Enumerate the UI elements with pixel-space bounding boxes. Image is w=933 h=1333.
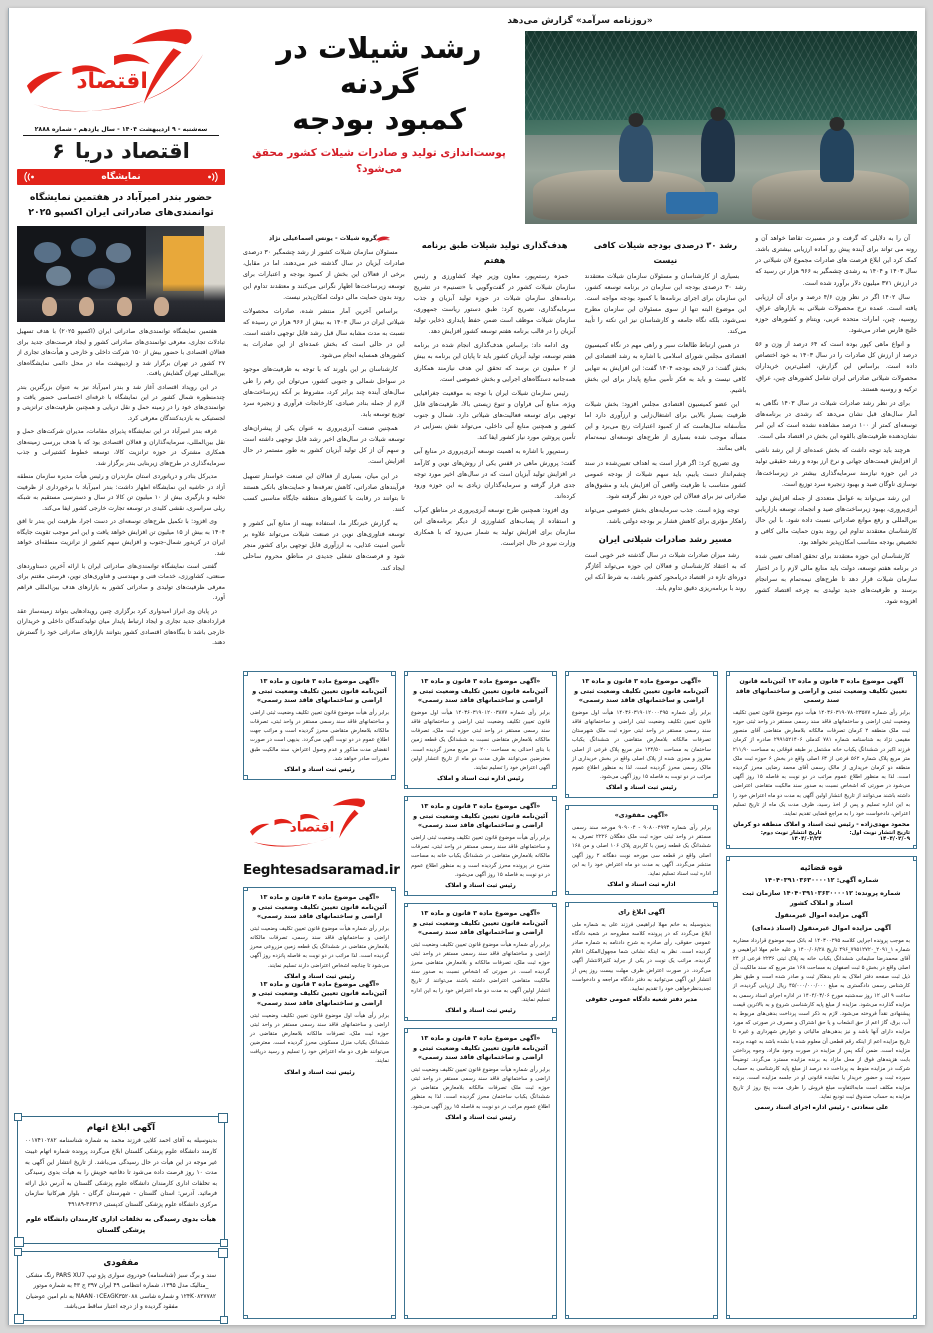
notice-body: بدینوسیله به آقای احمد کلایی فرزند محمد به شماره شناسنامه ۰۰۱۷۴۱۰۲۸۲ کارمند دانشگاه علوم پزشکی گلستان ابلاغ می‌گردد پرونده شماره اتهام غیبت غیر موجه در این هیأت در حال رسیدگی می‌باشد. از تاریخ انتشار این آگهی به مدت ۱۰ روز فرصت داده می‌شود تا دفاعیه خویش را به هیأت بدوی رسیدگی به تخلفات اداری کارمندان دانشگاه علوم پزشکی گلستان به آدرس ذیل ارائه فرمائید. آدرس: استان گلستان - شهرستان گرگان - بلوار هیرکانیا سازمان مرکزی دانشگاه علوم پزشکی گلستان کدپستی ۳۶۳۱۶-۴۹۱۸۹ [25,1138,217,1209]
article-columns [243,233,917,663]
article-subhead: پوست‌اندازی تولید و صادرات شیلات کشور محقق می‌شود؟ [252,147,506,176]
ad-body: برابر رأی شماره هیأت موضوع قانون تعیین تکلیف وضعیت ثبتی اراضی و ساختمانهای فاقد سند رسمی مستقر در واحد ثبتی حوزه ثبت ملک، تصرفات مالکانه و بلامعارض متقاضی محرز گردیده است. در صورتی که اشخاص نسبت به صدور سند مالکیت متقاضی اعتراضی داشته باشند می‌توانند از تاریخ انتشار اولین آگهی به مدت دو ماه اعتراض خود را به این اداره تسلیم نمایند. [410,941,550,1003]
ad-title-line-4: آگهی مزایده اموال غیرمنقول [775,911,868,920]
ad-publish-date-1: تاریخ انتشار نوبت اول: ۱۴۰۴/۰۲/۰۹ [849,830,910,843]
ad-body: بدینوسیله به خانم مهلا ابراهیمی فرزند علی به شماره ملی ابلاغ می‌گردد که در پرونده کلاسه مطروحه در شعبه دادگاه عمومی حقوقی، رأی صادره به شرح دادنامه به شماره صادر گردیده است. نظر به اینکه نشانی شما مجهول‌المکان اعلام گردیده، مراتب یک نوبت در یکی از جراید کثیرالانتشار آگهی می‌گردد. در صورت اعتراض ظرف مهلت بیست روز پس از انتشار این آگهی می‌توانید به دفتر دادگاه مراجعه و دادخواست تجدیدنظرخواهی خود را تقدیم نمایید. [571,921,711,992]
dateline: سه‌شنبه - ۹ اردیبهشت ۱۴۰۴ - سال یازدهم - شماره ۲۸۸۸ [23,126,219,136]
ad-title: آگهی ابلاغ رای [618,908,665,917]
article-subheading-masir-saderat: مسیر رشد صادرات شیلاتی ایران [598,534,732,545]
category-banner-namayeshgah[interactable] [17,169,225,185]
ad-body: برابر رأی شماره هیأت موضوع قانون تعیین تکلیف وضعیت ثبتی اراضی و ساختمانهای فاقد سند رسمی مستقر در واحد ثبتی حوزه ثبت ملک تصرفات مالکانه بلامعارض متقاضی در ششدانگ یکباب ساختمان محرز گردیده است. لذا به منظور اطلاع عموم مراتب در دو نوبت به فاصله ۱۵ روز آگهی می‌شود. [410,1066,550,1110]
ad-land-registry-b[interactable] [404,671,557,789]
article-paragraph: در همین ارتباط طالعات سیر و راهی مهم در نگاه کمیسیون اقتصادی مجلس شورای اسلامی با اشاره به رشد اقتصادی این بخش گفت: در لایحه بودجه ۱۴۰۴ گفت: این افزایش به تنهایی کافی نیست و باید به فکر تأمین منابع پایدار برای این بخش باشیم. [584,342,747,394]
sidebar-paragraph: هفتمین نمایشگاه توانمندی‌های صادراتی ایران (اکسپو ۲۰۲۵) با هدف تسهیل تبادلات تجاری، معرفی توانمندی‌های صادراتی کشور و ایجاد فرصت‌های جدید برای فعالان اقتصادی با حضور بیش از ۱۵۰ شرکت داخلی و خارجی و هیأت‌های تجاری از ۲۷ کشور در تهران برگزار شد و اردیبهشت ماه در محل دائمی نمایشگاه‌های بین‌المللی تهران گشایش یافت. [17,328,225,378]
notice-title: مفقودی [103,1257,139,1268]
sidebar-paragraph: غرفه بندر امیرآباد در این نمایشگاه پذیرای مقامات، مدیران شرکت‌های حمل و نقل بین‌المللی، سرمایه‌گذاران و فعالان اقتصادی بود که با هدف بررسی زمینه‌های همکاری مشترک در حوزه ترانزیت کالا، توسعه خطوط کشتیرانی و جذب سرمایه‌گذاری در طرح‌های زیربنایی بندر برگزار شد. [17,428,225,467]
classifieds-section [243,671,917,1319]
ad-body: برابر رأی هیأت موضوع قانون تعیین تکلیف وضعیت ثبتی اراضی و ساختمانهای فاقد سند رسمی مستقر در واحد ثبتی، تصرفات مالکانه بلامعارض متقاضی در ششدانگ یکباب خانه به مساحت مندرج در پرونده محرز گردیده است و به منظور اطلاع عموم در دو نوبت به فاصله ۱۵ روز آگهی می‌شود. [410,834,550,878]
notice-body: سند و برگ سبز (شناسنامه) خودروی سواری پژو تیپ PARS XU7 رنگ مشکی _متالیک مدل ۱۳۹۵، شماره انتظامی ۴۹ ایران ۳۹۷ ج ۴۳ به شماره موتور ۱۲۴K۰۸۲۷۷۸۲ و شماره شاسی NAAN۰۱CE۸GK۳۵۲۰۸۸ به نام امین عوضیان مفقود گردیده و از درجه اعتبار ساقط می‌باشد. [25,1272,217,1311]
ad-title: «آگهی موضوع ماده ۳ قانون و ماده ۱۳ آئین‌نامه قانون تعیین تکلیف وضعیت ثبتی و اراضی و ساختمانهای فاقد سند رسمی» [413,1034,548,1062]
ad-land-registry-c[interactable] [404,796,557,896]
sidebar-paragraph: در پایان وی ابراز امیدواری کرد برگزاری چنین رویدادهایی بتواند زمینه‌ساز عقد قراردادهای جدید تجاری و ایجاد ارتباط پایدار میان تولیدکنندگان داخلی و خریداران خارجی باشد تا بنگاه‌های اقتصادی کشور بتوانند بازارهای صادراتی خود را گسترش دهند. [17,607,225,647]
ad-body-secondary: برابر رأی هیأت اول موضوع قانون تعیین تکلیف وضعیت ثبتی اراضی و ساختمانهای فاقد سند رسمی مستقر در واحد ثبتی حوزه ثبت ملک، تصرفات مالکانه بلامعارض متقاضی در ششدانگ یکباب منزل مسکونی محرز گردیده است. معترضین می‌توانند ظرف دو ماه اعتراض خود را تسلیم و رسید دریافت نمایند. [250,1012,389,1065]
classified-column-left [726,671,917,1319]
article-paragraph: رئیس سازمان شیلات ایران با توجه به موقعیت جغرافیایی ویژه، منابع آبی فراوان و تنوع زیستی بالا، ظرفیت‌های قابل توجهی برای توسعه فعالیت‌های شیلاتی دارد. شمال و جنوب کشور و همچنین منابع آبی داخلی، می‌تواند نقش بسزایی در تأمین پروتئین مورد نیاز کشور ایفا کند. [413,389,576,442]
ad-publish-date-2: تاریخ انتشار نوبت دوم: ۱۴۰۴/۰۲/۲۴ [760,830,822,843]
masthead-logo-icon [17,20,225,124]
ad-title: «آگهی موضوع ماده ۳ قانون و ماده ۱۳ آئین‌نامه قانون تعیین تکلیف وضعیت ثبتی و اراضی و ساختمانهای فاقد سند رسمی» [413,677,548,705]
ad-signature: اداره ثبت اسناد و املاک [607,882,676,889]
ad-title: «آگهی مفقودی» [614,811,669,820]
ad-title-line-2: شماره آگهی: ۱۴۰۴۰۳۹۱۰۳۶۳۰۰۰۰۱۲ [764,876,879,885]
hero-photo-fishermen [525,31,917,224]
eghtesad-saramad-logo-icon [228,791,396,857]
article-column-4 [243,233,405,663]
ad-body: برابر رأی شماره ۱۴۰۳۶۰۳۱۹۰۱۲۰۰۳۸۷۷ هیأت اول موضوع قانون تعیین تکلیف وضعیت ثبتی اراضی و ساختمانهای فاقد سند رسمی مستقر در واحد ثبتی حوزه ثبت ملک، تصرفات مالکانه بلامعارض متقاضی نسبت به ششدانگ یک قطعه زمین با بنای احداثی به مساحت ۲۰۰ متر مربع محرز گردیده است. معترضین می‌توانند ظرف مدت دو ماه از تاریخ انتشار اولین آگهی اعتراض خود را تسلیم نمایند. [410,709,550,771]
ad-title: «آگهی موضوع ماده ۳ قانون و ماده ۱۳ آئین‌نامه قانون تعیین تکلیف وضعیت ثبتی و اراضی و ساختمانهای فاقد سند رسمی» [252,892,387,921]
display-item-3 [106,243,131,262]
ad-signature: رئیس ثبت اسناد و املاک [606,785,677,792]
notice-signature: هیأت بدوی رسیدگی به تخلفات اداری کارمندان دانشگاه علوم پزشکی گلستان [25,1214,217,1234]
display-item-1 [34,242,61,263]
classified-column-right [404,671,557,1319]
article-paragraph: براساس آخرین آمار منتشر شده، صادرات محصولات شیلاتی ایران در سال ۱۴۰۳ به بیش از ۹۶۶ هزار تن رسیده که نسبت به مدت مشابه سال قبل رشد قابل توجهی داشته است. این در حالی است که بخش عمده‌ای از این صادرات به کشورهای همسایه انجام می‌شود. [243,307,405,360]
ad-land-registry-a[interactable] [565,671,718,798]
visitor-head-3 [117,297,132,316]
ad-title: آگهی موضوع ماده ۳ قانون و ماده ۱۳ آئین‌نامه قانون تعیین تکلیف وضعیت ثبتی و اراضی و ساختمانهای فاقد سند رسمی [735,677,908,705]
headline-column [243,31,515,178]
article-paragraph: حمزه رستم‌پور، معاون وزیر جهاد کشاورزی و رئیس سازمان شیلات کشور در گفت‌وگویی با «تسنیم» در تشریح برنامه‌های سازمان شیلات در حوزه تولید آبزیان و جذب سرمایه‌گذاری، تصریح کرد: طبق دستور ریاست جمهوری، سازمان شیلات موظف است ضمن حفظ پایداری ذخایر، تولید آبزیان را در قالب برنامه هفتم توسعه کشور افزایش دهد. [413,272,576,336]
ad-summons[interactable] [565,902,718,1319]
ad-title-secondary: «آگهی موضوع ماده ۳ قانون و ماده ۱۳ آئین‌نامه قانون تعیین تکلیف وضعیت ثبتی و اراضی و ساختمانهای فاقد سند رسمی» [252,979,387,1007]
sidebar-paragraph: در این رویداد اقتصادی آغاز شد و بندر امیرآباد نیز به عنوان بزرگترین بندر چندمنظوره شمال کشور در این نمایشگاه با غرفه‌ای اختصاصی حضور یافت و توانمندی‌های خود را در زمینه حمل و نقل دریایی و همچنین ظرفیت‌های ترانزیتی و لجستیکی به بازدیدکنندگان معرفی کرد. [17,383,225,422]
ad-body: برابر رأی شماره ۹۰۸۰۰۴۹۹۳ - ۹۰۹۰۰۴ مورخه سند رسمی مستقر در واحد ثبتی حوزه ثبت ملک دهگلان ۲۲۲۶ تصرف به ششدانگ یک قطعه زمین با کاربری پلاک ۱۰۶ اصلی و من ۱۶۸ اصلی واقع در قطعه سی مورخه نوبت دهگانه ۲ روز آگهی منتشر می‌گردد. آگهی به مدت دو ماه اعتراض خود را به این اداره ثبت اسناد تسلیم نماید. [571,824,711,877]
sidebar-headline: حضور بندر امیرآباد در هفتمین نمایشگاه توانمندی‌های صادراتی ایران اکسپو ۲۰۲۵ [28,192,214,218]
article-paragraph: توجه ویژه است. جذب سرمایه‌های بخش خصوصی می‌تواند راهکار مؤثری برای کاهش فشار بر بودجه دولتی باشد. [584,507,747,526]
red-brush-mark-icon [382,234,398,243]
ad-body: برابر رأی شماره هیأت موضوع قانون تعیین تکلیف وضعیت ثبتی اراضی و ساختمانهای فاقد سند رسمی، تصرفات مالکانه بلامعارض متقاضی در ششدانگ یک قطعه زمین مزروعی محرز گردیده است. لذا مراتب در دو نوبت به فاصله پانزده روز آگهی می‌شود تا چنانچه اشخاص اعتراضی دارند تسلیم نمایند. [250,925,389,969]
article-column-2 [585,233,747,663]
ad-signature: علی سعادتی - رئیس اداره اجرای اسناد رسمی [754,1104,889,1111]
ad-signature: رئیس اداره ثبت اسناد و املاک [437,776,524,783]
ad-signature: رئیس ثبت اسناد و املاک [284,766,355,773]
ad-signature-secondary: رئیس ثبت اسناد و املاک [284,1069,355,1076]
svg-text:اقتصاد: اقتصاد [289,819,335,836]
ad-title: «آگهی موضوع ماده ۳ قانون و ماده ۱۳ آئین‌نامه قانون تعیین تکلیف وضعیت ثبتی و اراضی و ساختمانهای فاقد سند رسمی» [413,802,548,830]
sidebar-paragraph: مدیرکل بنادر و دریانوردی استان مازندران و رئیس هیأت مدیره سازمان منطقه آزاد در حاشیه این نمایشگاه اظهار داشت: بندر امیرآباد با برخورداری از ظرفیت تخلیه و بارگیری بیش از ۱۰ میلیون تن کالا در سال و دسترسی مستقیم به شبکه ریلی سراسری، نقشی کلیدی در توسعه تجارت خارجی کشور ایفا می‌کند. [17,473,225,512]
ad-title-line-5: آگهی مزایده اموال غیرمنقول (اسناد ذمه‌ای) [751,923,891,932]
article-top-area [243,31,917,224]
sidebar-article-body [17,327,225,1109]
article-headline-line1: رشد شیلات در گردنه [276,31,482,101]
sidebar-paragraph: وی افزود: با تکمیل طرح‌های توسعه‌ای در دست اجرا، ظرفیت این بندر تا افق ۱۴۰۴ به بیش از ۱۵ میلیون تن افزایش خواهد یافت و این امر موجب تقویت جایگاه ایران در کریدور شمال-جنوب و افزایش سهم کشور از ترانزیت منطقه‌ای خواهد شد. [17,518,225,557]
sidebar-paragraph: گفتنی است نمایشگاه توانمندی‌های صادراتی ایران با ارائه آخرین دستاوردهای صنعتی، کشاورزی، خدمات فنی و مهندسی و فناوری‌های نوین، فرصتی مغتنم برای معرفی ظرفیت‌های تولیدی و صادراتی کشور به بازارهای هدف بین‌المللی فراهم آورد. [17,563,225,602]
ad-signature: مدیر دفتر شعبه دادگاه عمومی حقوقی [585,997,698,1004]
newspaper-page [8,8,925,1325]
ad-body: برابر رأی شماره ۱۴۰۳۶۰۳۱۹۰۱۲۰۰۰۴۹۵ هیأت اول موضوع قانون تعیین تکلیف وضعیت ثبتی اراضی و ساختمانهای فاقد سند رسمی مستقر در واحد ثبتی حوزه ثبت ملک شهرستان تصرفات مالکانه بلامعارض متقاضی در ششدانگ یکباب ساختمان به مساحت ۱۲۴/۵۰ متر مربع پلاک فرعی از اصلی مفروز و مجزی شده از پلاک اصلی واقع در بخش خریداری از مالک رسمی محرز گردیده است. لذا به منظور اطلاع عموم مراتب در دو نوبت به فاصله ۱۵ روز آگهی می‌شود. [571,709,711,781]
broadcast-icon-right [206,171,220,183]
worker-figure-1 [619,124,653,182]
article-paragraph: سال ۱۴۰۲ اگر در نظر وزن ۴/۶ درصد و برای آن ارزیابی یافته است. عمده نرخ محصولات شیلاتی به بازارهای عراق، روسیه، چین، امارات متحده عربی، ویتنام و کشورهای حوزه خلیج فارس صادر می‌شود. [755,293,917,334]
section-row [17,139,225,163]
banner-label: نمایشگاه [101,172,141,182]
ad-signature: محمود مهدی‌زاده - رئیس ثبت اسناد و املاک منطقه دو کرمان [733,822,910,829]
article-paragraph: هرچند باید توجه داشت که بخش عمده‌ای از این رشد ناشی از افزایش قیمت‌های جهانی و نرخ ارز بوده و رشد حقیقی تولید در این حوزه نیازمند سرمایه‌گذاری بیشتر در زیرساخت‌ها، نوسازی ناوگان صید و بهبود زنجیره سرد توزیع است. [755,447,917,488]
ad-land-registry-e[interactable] [404,1028,557,1319]
page-number: ۶ [52,139,65,163]
article-subheading-rashd-budje: رشد ۳۰ درصدی بودجه شیلات کافی نیست [593,240,738,265]
ad-title-line-1: قوه قضائیه [800,863,843,873]
article-paragraph: آن را به دلایلی که گرفت و در مسیرت تقاضا خواهد آن و رونه می تواند برای آینده پیش رو آماده ارزیابی بیشتری باشد. کمک کرد این ابلاغ فرصت های صادرات مجموع لان شیلاتی در سال ۱۴۰۳ و ۱۴۰۴ به رشدی چشمگیر به ۹۶۶ هزار تن رسید که در ارزش ۳۷۱ میلیون دلار برآورد شده است. [755,235,917,287]
notice-title: آگهی ابلاغ اتهام [86,1123,156,1134]
ad-land-registry-kerman[interactable] [726,671,917,849]
ad-title: «آگهی موضوع ماده ۳ قانون و ماده ۱۳ آئین‌نامه قانون تعیین تکلیف وضعیت ثبتی و اراضی و ساختمانهای فاقد سند رسمی» [252,677,387,705]
display-item-2 [71,238,96,257]
ad-meta [733,830,910,842]
visitor-head-1 [42,297,57,316]
ad-land-registry-d[interactable] [404,903,557,1021]
article-kicker: «روزنامه سرآمد» گزارش می‌دهد [507,16,653,26]
article-paragraph: این رشد می‌تواند به عوامل متعددی از جمله افزایش تولید آبزی‌پروری، بهبود زیرساخت‌های صید و انجماد، توسعه بازاریابی بین‌المللی و رفع موانع صادراتی نسبت داده شود. با این حال کارشناسان معتقدند تداوم این روند بدون حمایت مالی کافی و تخصیص بودجه متناسب امکان‌پذیر نخواهد بود. [755,494,917,547]
svg-text:اقتصاد: اقتصاد [76,68,148,94]
masthead-sidebar [8,8,233,1325]
display-item-4 [46,266,71,285]
notice-mafghoodi[interactable] [17,1251,225,1322]
worker-figure-2 [701,118,735,182]
article-paragraph: برای در نظر رشد صادرات شیلات در سال ۱۴۰۳ نگاهی به آمار سال‌های قبل نشان می‌دهد که رشدی در برنامه‌های توسعه‌ای کمتر از ۱۰۰ درصد مشاهده نشده است که این امر نشان‌دهنده ظرفیت‌های بالقوه این بخش در اقتصاد ملی است. [755,399,917,441]
article-paragraph: کارشناسان این حوزه معتقدند برای تحقق اهداف تعیین شده در برنامه هفتم توسعه، دولت باید منابع مالی لازم را در اختیار سازمان شیلات قرار دهد تا طرح‌های نیمه‌تمام به سرانجام برسند و ظرفیت‌های جدید تولیدی به چرخه اقتصاد کشور افزوده شود. [755,553,917,605]
ad-title-line-3: شماره پرونده: ۱۴۰۴۰۳۹۱۰۳۶۳۰۰۰۰۱۲ سازمان ثبت اسناد و املاک کشور [742,889,901,907]
article-paragraph: این عضو کمیسیون اقتصادی مجلس افزود: بخش شیلات ظرفیت بسیار بالایی برای اشتغال‌زایی و ارزآوری دارد اما متأسفانه سال‌هاست که از کمبود اعتبارات رنج می‌برد و این مسأله موجب شده بسیاری از طرح‌های توسعه‌ای نیمه‌تمام باقی بمانند. [584,400,747,453]
article-byline-wrapper [243,233,405,244]
blue-fish-bin [666,192,718,214]
classified-column-middle [565,671,718,1319]
article-paragraph: و انواع ماهی کپور بوده است که ۶۴ درصد از وزن و ۵۶ درصد از ارزش کل صادرات را در سال ۱۴۰۳ به خود اختصاص داده است. براساس این گزارش، اصلی‌ترین خریداران محصولات شیلاتی صادراتی ایران شامل کشورهای چین، عراق، ترکیه و روسیه هستند. [755,341,917,393]
website-url[interactable]: Eeghtesadsaramad.ir [243,861,400,878]
ad-title: «آگهی موضوع ماده ۳ قانون و ماده ۱۳ آئین‌نامه قانون تعیین تکلیف وضعیت ثبتی و اراضی و ساختمانهای فاقد سند رسمی» [574,677,709,705]
article-paragraph: بسیاری از کارشناسان و مسئولان سازمان شیلات معتقدند رشد ۳۰ درصدی بودجه این سازمان در برنامه توسعه کشور، این سازمان برای اجرای برنامه‌ها با کمبود بودجه مواجه است. این موضوع البته تنها از سوی مسئولان این سازمان مطرح نمی‌شود، بلکه نگاه جامعه و کارشناسان نیز این نکته را تأیید می‌کند. [584,272,747,336]
ad-signature: رئیس ثبت اسناد و املاک [445,1008,516,1015]
broadcast-icon-left [22,171,36,183]
notice-eblagh-etteham[interactable] [17,1116,225,1243]
article-paragraph: به گزارش خبرنگار ما، استفاده بهینه از منابع آبی کشور و توسعه فناوری‌های نوین در صنعت شیلات می‌تواند علاوه بر تأمین امنیت غذایی، به ارزآوری قابل توجهی برای کشور منجر شود و فرصت‌های شغلی جدیدی در مناطق محروم ساحلی ایجاد کند. [243,520,405,572]
ad-signature: رئیس ثبت اسناد و املاک [284,973,355,980]
sidebar-photo-exhibition [17,226,225,322]
article-paragraph: وی تصریح کرد: اگر قرار است به اهداف تعیین‌شده در سند چشم‌انداز دست یابیم، باید سهم شیلات از بودجه عمومی کشور متناسب با ظرفیت واقعی آن افزایش یابد و مشوق‌های صادراتی نیز برای فعالان این حوزه در نظر گرفته شود. [584,459,747,500]
visitor-head-4 [154,297,169,316]
ad-title: «آگهی موضوع ماده ۳ قانون و ماده ۱۳ آئین‌نامه قانون تعیین تکلیف وضعیت ثبتی و اراضی و ساختمانهای فاقد سند رسمی» [413,908,548,937]
article-column-1 [755,233,917,663]
article-column-3 [414,233,576,663]
worker-figure-3 [820,128,854,182]
article-paragraph: وی افزود: همچنین طرح توسعه آبزی‌پروری در مناطق کم‌آب و استفاده از پساب‌های کشاورزی از دیگر برنامه‌های این سازمان برای افزایش تولید به شمار می‌رود که با همکاری وزارت نیرو در حال اجراست. [413,507,576,548]
article-paragraph: رشد میزان صادرات شیلات در سال گذشته خبر خوبی است که به اعتقاد کارشناسان و فعالان این حوزه می‌تواند آغازگر دوره‌ای تازه در اقتصاد دریامحور کشور باشد، به شرط آنکه این روند با برنامه‌ریزی دقیق تداوم یابد. [584,552,747,593]
article-paragraph: همچنین صنعت آبزی‌پروری به عنوان یکی از پیشران‌های توسعه شیلات در سال‌های اخیر رشد قابل توجهی داشته است و سهم آن از کل تولید آبزیان کشور به طور مستمر در حال افزایش است. [243,425,405,466]
ad-signature: رئیس ثبت اسناد و املاک [445,882,516,889]
visitor-head-2 [79,297,94,316]
classified-column-logo [243,671,400,1319]
article-subheading-hadafgozari: هدف‌گذاری تولید شیلات طبق برنامه هفتم [421,240,568,265]
brand-logo-block [243,787,400,880]
main-content [233,8,925,1325]
article-paragraph: وی ادامه داد: براساس هدف‌گذاری انجام شده در برنامه هفتم توسعه، تولید آبزیان کشور باید تا پایان این برنامه به بیش از ۲ میلیون تن برسد که تحقق این هدف نیازمند همکاری همه‌جانبه دستگاه‌های اجرایی و بخش خصوصی است. [413,342,576,383]
ad-signature: رئیس ثبت اسناد و املاک [445,1114,516,1121]
article-paragraph: در این میان، بسیاری از فعالان این صنعت خواستار تسهیل فرآیندهای صادراتی، کاهش تعرفه‌ها و حمایت‌های بانکی هستند تا بتوانند در رقابت با کشورهای منطقه جایگاه مناسبی کسب کنند. [243,472,405,513]
ad-land-registry-g[interactable] [243,887,396,1319]
ad-body: برابر رأی شماره ۱۴۰۳۶۰۳۱۹۰۷۸۰۲۳۵۷۷ هیأت دوم موضوع قانون تعیین تکلیف وضعیت ثبتی اراضی و ساختمانهای فاقد سند رسمی مستقر در واحد ثبتی حوزه ثبت ملک منطقه ۲ کرمان تصرفات مالکانه بلامعارض متقاضی آقای منصور مقیمی نژاد به شناسنامه شماره ۷۸۱ کدملی ۲۹۹۱۵۲۱۴۰۶ صادره از کرمان فرزند اکبر در ششدانگ یکباب خانه مشتمل بر طبقه فوقانی به مساحت ۲۱۱٫۹۰ متر مربع پلاک شماره ۵۶۲ فرعی از ۶۳ اصلی واقع در بخش ۶ حوزه ثبت ملک منطقه دو کرمان خریداری از مالک رسمی آقای محمد رضایی محرز گردیده است. لذا به منظور اطلاع عموم مراتب در دو نوبت به فاصله ۱۵ روز آگهی می‌شود در صورتی که اشخاص نسبت به صدور سند مالکیت متقاضی اعتراضی داشته باشند می‌توانند از تاریخ انتشار اولین آگهی به مدت دو ماه اعتراض خود را به این اداره تسلیم و پس از اخذ رسید، ظرف مدت یک ماه از تاریخ تسلیم اعتراض، دادخواست خود را به مراجع قضایی تقدیم نمایند. [732,709,910,817]
ad-auction-judiciary[interactable] [726,856,917,1319]
article-paragraph: مسئولان سازمان شیلات کشور از رشد چشمگیر ۳۰ درصدی صادرات آبزیان در سال گذشته خبر می‌دهند، اما در مقابل، برخی از فعالان این بخش از کمبود بودجه و اعتبارات برای توسعه زیرساخت‌ها اظهار نگرانی می‌کنند و معتقدند تداوم این روند بدون حمایت مالی دولت امکان‌پذیر نیست. [243,249,405,301]
masthead [17,14,225,169]
article-headline-line2: کمبود بودجه [292,101,466,136]
ad-body: به موجب پرونده اجرایی کلاسه ۱۴۰۳۰۰۲۹۵ له بانک سپه موضوع قرارداد مضاربه شماره ۱_۲۰۹۱_۷۹۵۱۲۷۲۰_۴۹۶ تاریخ ۱۴۰۰/۰۶/۲۸ و علیه خانم مهلا ابراهیمی و آقای محمدرضا سلیمانی ششدانگ یکباب خانه به پلاک ثبتی ۲۲۳۶ فرعی از ۲۴ اصلی واقع در بخش ۵ ثبت اصفهان به مساحت ۱۶۸ متر مربع که سند مالکیت آن ذیل ثبت صفحه دفتر املاک به نام بدهکار ثبت و صادر شده است و طبق نظر کارشناس رسمی دادگستری به مبلغ ۴۵/۰۰۰/۰۰۰/۰۰۰ ریال ارزیابی گردیده، از ساعت ۹ الی ۱۲ روز سه‌شنبه مورخ ۱۴۰۴/۰۳/۰۶ در اداره اجرای اسناد رسمی به مزایده گذارده می‌شود. مزایده از مبلغ پایه کارشناسی شروع و به بالاترین قیمت پیشنهادی نقداً فروخته می‌شود. لازم به ذکر است پرداخت بدهی‌های مربوط به آب، برق، گاز اعم از حق انشعاب و یا حق اشتراک و مصرف در صورتی که مورد مزایده دارای آنها باشد و نیز بدهی‌های مالیاتی و عوارض شهرداری و غیره تا تاریخ مزایده اعم از اینکه رقم قطعی آن معلوم شده یا نشده باشد به عهده برنده مزایده است. ضمن آنکه پس از مزایده در صورت وجود مازاد، وجوه پرداختی بابت هزینه‌های فوق از محل مازاد به برنده مزایده مسترد می‌گردد. توضیحاً شرکت در مزایده منوط به پرداخت ده درصد از مبلغ پایه کارشناسی به حساب سپرده ثبت و حضور خریدار یا نماینده قانونی او در جلسه مزایده است. برنده مزایده مکلف است مابه‌التفاوت مبلغ فروش را ظرف مدت پنج روز از تاریخ مزایده به حساب صندوق ثبت تودیع نماید. [732,937,911,1100]
ad-missing-notice[interactable] [565,805,718,895]
article-paragraph: کارشناسان بر این باورند که با توجه به ظرفیت‌های موجود در سواحل شمالی و جنوبی کشور، می‌توان این رقم را طی سال‌های آینده چند برابر کرد، مشروط بر آنکه زیرساخت‌های لازم از جمله بنادر صیادی، کارخانجات فرآوری و زنجیره سرد توزیع توسعه یابد. [243,366,405,418]
article-paragraph: رستم‌پور با اشاره به اهمیت توسعه آبزی‌پروری در منابع آبی گفت: پرورش ماهی در قفس یکی از روش‌های نوین و کارآمد در افزایش تولید آبزیان است که در سال‌های اخیر مورد توجه جدی قرار گرفته و سرمایه‌گذاران زیادی به این حوزه ورود کرده‌اند. [413,448,576,500]
ad-body: برابر رأی هیأت موضوع قانون تعیین تکلیف وضعیت ثبتی اراضی و ساختمانهای فاقد سند رسمی مستقر در واحد ثبتی، تصرفات مالکانه بلامعارض متقاضی محرز گردیده است و مراتب جهت اطلاع عموم در دو نوبت آگهی می‌گردد. بدیهی است در صورت انقضای مدت مذکور و عدم وصول اعتراض، سند مالکیت طبق مقررات صادر خواهد شد. [250,709,389,762]
section-title: اقتصاد دریا [75,139,190,163]
ad-land-registry-f[interactable] [243,671,396,780]
article-byline: گروه شیلات - یونس اسماعیلی نژاد [268,235,377,242]
